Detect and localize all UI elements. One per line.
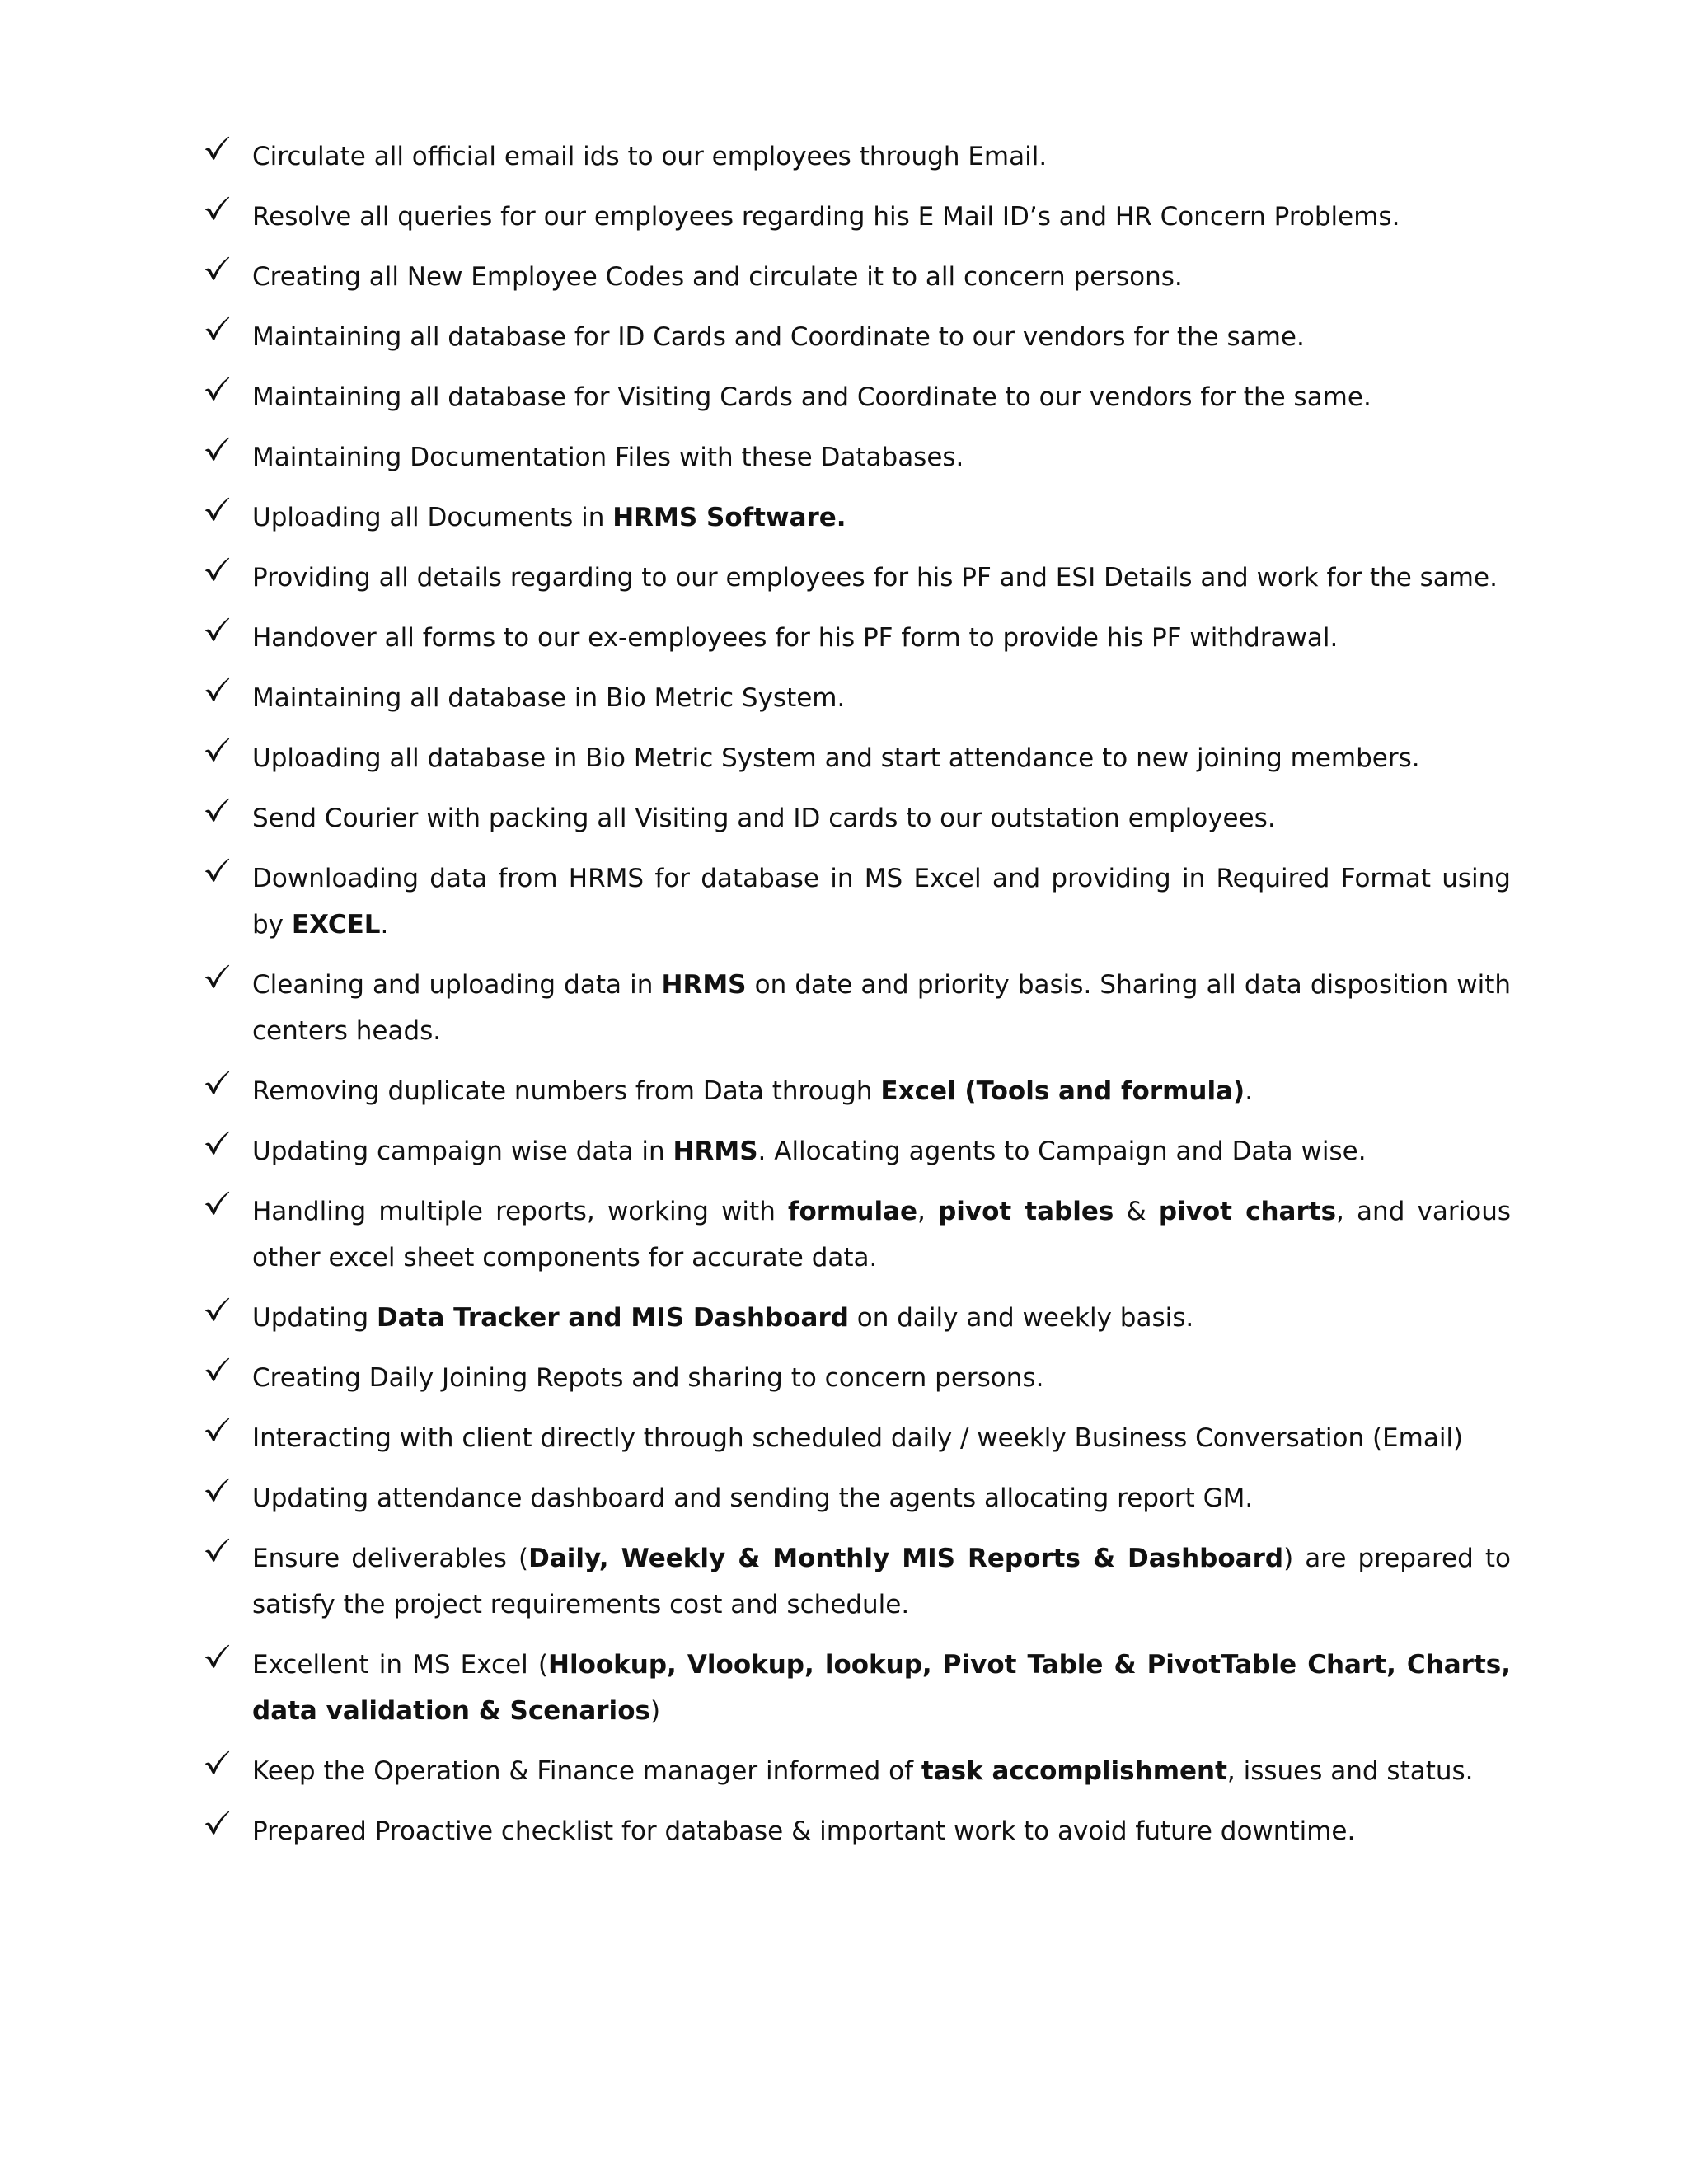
text-segment: Maintaining all database in Bio Metric System. <box>252 683 846 713</box>
check-icon <box>204 1750 230 1776</box>
check-icon <box>204 1190 230 1216</box>
text-segment: , issues and status. <box>1226 1756 1474 1786</box>
list-item <box>204 555 1511 601</box>
list-item-text <box>252 1816 1355 1846</box>
list-item-text <box>252 683 845 713</box>
bold-text: HRMS Software. <box>612 503 846 532</box>
text-segment: Updating campaign wise data in <box>252 1137 673 1166</box>
list-item-text <box>252 1137 1367 1166</box>
list-item-text <box>252 563 1498 593</box>
list-item-text <box>252 503 846 532</box>
list-item-text <box>252 1756 1474 1786</box>
bold-text: EXCEL <box>291 910 381 940</box>
list-item <box>204 1355 1511 1401</box>
text-segment: Maintaining all database for ID Cards and Coordinate to our vendors for the same. <box>252 322 1305 352</box>
list-item-text <box>252 1650 1511 1726</box>
check-icon <box>204 616 230 643</box>
list-item <box>204 1642 1511 1734</box>
list-item-text <box>252 1483 1253 1513</box>
list-item <box>204 374 1511 420</box>
text-segment: Resolve all queries for our employees regarding his E Mail ID’s and HR Concern Problems. <box>252 202 1400 232</box>
list-item <box>204 194 1511 240</box>
list-item <box>204 795 1511 841</box>
text-segment: Downloading data from HRMS for database in MS Excel and providing in Required Format using by <box>252 864 1511 940</box>
text-segment: Handover all forms to our ex-employees for his PF form to provide his PF withdrawal. <box>252 623 1339 653</box>
list-item <box>204 1535 1511 1628</box>
list-item-text <box>252 142 1047 171</box>
list-item <box>204 434 1511 480</box>
list-item <box>204 1188 1511 1281</box>
check-icon <box>204 1296 230 1323</box>
text-segment: Ensure deliverables ( <box>252 1544 529 1573</box>
text-segment: Prepared Proactive checklist for database & important work to avoid future downtime. <box>252 1816 1356 1846</box>
list-item-text <box>252 322 1305 352</box>
bold-text: HRMS <box>673 1137 758 1166</box>
list-item <box>204 1748 1511 1794</box>
bold-text: task accomplishment <box>921 1756 1227 1786</box>
text-segment: Creating Daily Joining Repots and sharing to concern persons. <box>252 1363 1044 1393</box>
check-icon <box>204 737 230 763</box>
check-icon <box>204 677 230 703</box>
check-icon <box>204 1357 230 1383</box>
text-segment: . <box>380 910 389 940</box>
list-item <box>204 615 1511 661</box>
list-item-text <box>252 864 1511 940</box>
check-icon <box>204 556 230 583</box>
bold-text: Daily, Weekly & Monthly MIS Reports & Dashboard <box>528 1544 1284 1573</box>
text-segment: Keep the Operation & Finance manager informed of <box>252 1756 921 1786</box>
check-icon <box>204 1070 230 1096</box>
list-item <box>204 1295 1511 1341</box>
text-segment: on date and priority basis. Sharing all data disposition with centers heads. <box>252 970 1512 1046</box>
list-item <box>204 735 1511 781</box>
list-item <box>204 1128 1511 1174</box>
list-item-text <box>252 743 1420 773</box>
text-segment: Updating <box>252 1303 377 1333</box>
text-segment: Providing all details regarding to our employees for his PF and ESI Details and work for the same. <box>252 563 1498 593</box>
list-item-text <box>252 970 1511 1046</box>
text-segment: , and various other excel sheet components for accurate data. <box>252 1197 1512 1272</box>
check-icon <box>204 496 230 523</box>
text-segment: Maintaining all database for Visiting Cards and Coordinate to our vendors for the same. <box>252 382 1372 412</box>
check-icon <box>204 376 230 402</box>
check-icon <box>204 797 230 823</box>
check-icon <box>204 1417 230 1443</box>
text-segment: Send Courier with packing all Visiting and ID cards to our outstation employees. <box>252 804 1276 833</box>
text-segment: Circulate all official email ids to our employees through Email. <box>252 142 1048 171</box>
list-item-text <box>252 202 1400 232</box>
text-segment: Interacting with client directly through scheduled daily / weekly Business Conversation (Email) <box>252 1423 1464 1453</box>
check-icon <box>204 195 230 222</box>
bold-text: pivot tables <box>938 1197 1114 1226</box>
list-item-text <box>252 1076 1253 1106</box>
text-segment: ) <box>649 1696 661 1726</box>
list-item <box>204 675 1511 721</box>
text-segment: Maintaining Documentation Files with these Databases. <box>252 443 964 472</box>
list-item <box>204 494 1511 541</box>
bold-text: formulae <box>788 1197 918 1226</box>
check-icon <box>204 963 230 990</box>
list-item-text <box>252 623 1338 653</box>
bold-text: Data Tracker and MIS Dashboard <box>377 1303 849 1333</box>
text-segment: Removing duplicate numbers from Data through <box>252 1076 881 1106</box>
list-item-text <box>252 1197 1511 1272</box>
list-item <box>204 1475 1511 1521</box>
check-icon <box>204 1537 230 1563</box>
bold-text: HRMS <box>661 970 747 1000</box>
text-segment: Updating attendance dashboard and sending the agents allocating report GM. <box>252 1483 1254 1513</box>
check-icon <box>204 316 230 342</box>
check-icon <box>204 857 230 883</box>
responsibilities-list <box>204 134 1511 1868</box>
list-item-text <box>252 1544 1511 1619</box>
list-item <box>204 1808 1511 1854</box>
list-item <box>204 1415 1511 1461</box>
text-segment: . <box>1245 1076 1254 1106</box>
text-segment: ) are prepared to satisfy the project requirements cost and schedule. <box>252 1544 1511 1619</box>
list-item-text <box>252 443 964 472</box>
check-icon <box>204 436 230 462</box>
list-item <box>204 962 1511 1054</box>
text-segment: Excellent in MS Excel ( <box>252 1650 549 1680</box>
list-item-text <box>252 382 1372 412</box>
text-segment: & <box>1114 1197 1159 1226</box>
list-item <box>204 855 1511 948</box>
list-item <box>204 1068 1511 1114</box>
list-item-text <box>252 262 1183 292</box>
text-segment: , <box>917 1197 939 1226</box>
text-segment: Uploading all Documents in <box>252 503 613 532</box>
bold-text: Excel (Tools and formula) <box>880 1076 1245 1106</box>
check-icon <box>204 1810 230 1836</box>
list-item-text <box>252 1303 1193 1333</box>
list-item-text <box>252 1363 1043 1393</box>
text-segment: Cleaning and uploading data in <box>252 970 662 1000</box>
check-icon <box>204 1477 230 1503</box>
bold-text: Hlookup, Vlookup, lookup, Pivot Table & PivotTable Chart, Charts, data validation & Scenarios <box>252 1650 1511 1726</box>
list-item <box>204 254 1511 300</box>
text-segment: Handling multiple reports, working with <box>252 1197 789 1226</box>
check-icon <box>204 1130 230 1156</box>
text-segment: Uploading all database in Bio Metric System and start attendance to new joining members. <box>252 743 1420 773</box>
list-item <box>204 134 1511 180</box>
list-item <box>204 314 1511 360</box>
check-icon <box>204 255 230 282</box>
bold-text: pivot charts <box>1158 1197 1337 1226</box>
list-item-text <box>252 804 1276 833</box>
text-segment: Creating all New Employee Codes and circulate it to all concern persons. <box>252 262 1183 292</box>
list-item-text <box>252 1423 1463 1453</box>
check-icon <box>204 1643 230 1670</box>
text-segment: . Allocating agents to Campaign and Data wise. <box>757 1137 1367 1166</box>
check-icon <box>204 135 230 162</box>
text-segment: on daily and weekly basis. <box>848 1303 1194 1333</box>
